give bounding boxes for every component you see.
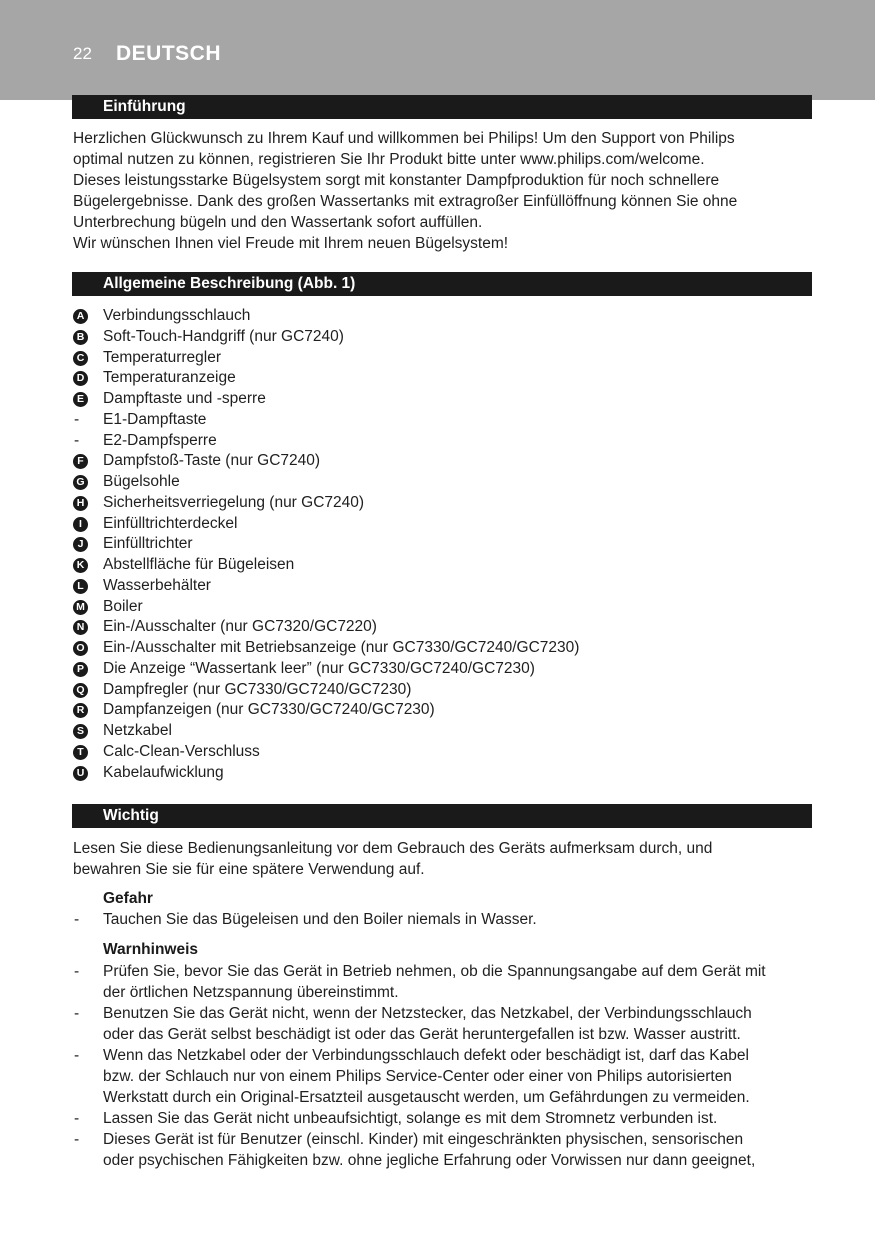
part-letter-badge: B xyxy=(73,330,88,345)
important-intro xyxy=(73,838,818,880)
part-label: Dampfanzeigen (nur GC7330/GC7240/GC7230) xyxy=(103,701,435,719)
part-letter-badge: J xyxy=(73,537,88,552)
part-item xyxy=(73,617,813,638)
part-item xyxy=(73,680,813,701)
part-item xyxy=(73,451,813,472)
part-item xyxy=(73,389,813,410)
dash-marker: - xyxy=(74,911,80,928)
part-label: Die Anzeige “Wassertank leer” (nur GC7330/GC7240/GC7230) xyxy=(103,659,535,677)
part-letter-badge: H xyxy=(73,496,88,511)
warning-item-line: Prüfen Sie, bevor Sie das Gerät in Betrieb nehmen, ob die Spannungsangabe auf dem Gerät mit xyxy=(103,963,766,980)
part-label: E2-Dampfsperre xyxy=(103,431,217,449)
warning-item-line: Benutzen Sie das Gerät nicht, wenn der Netzstecker, das Netzkabel, der Verbindungsschlauch xyxy=(103,1005,752,1022)
part-item xyxy=(73,327,813,348)
part-letter-badge: U xyxy=(73,766,88,781)
parts-list xyxy=(73,306,813,783)
part-letter-badge: M xyxy=(73,600,88,615)
warning-heading: Warnhinweis xyxy=(103,941,199,958)
part-item xyxy=(73,472,813,493)
warning-item xyxy=(73,961,813,1003)
warning-item-line: Wenn das Netzkabel oder der Verbindungsschlauch defekt oder beschädigt ist, darf das Kabel xyxy=(103,1047,749,1064)
part-label: Boiler xyxy=(103,597,143,615)
intro-line: optimal nutzen zu können, registrieren Sie Ihr Produkt bitte unter www.philips.com/welcome. xyxy=(73,151,705,168)
part-item xyxy=(73,742,813,763)
intro-line: Dieses leistungsstarke Bügelsystem sorgt mit konstanter Dampfproduktion für noch schnellere xyxy=(73,172,720,189)
part-item xyxy=(73,368,813,389)
part-letter-badge: C xyxy=(73,351,88,366)
part-item xyxy=(73,700,813,721)
part-item xyxy=(73,431,813,452)
dash-marker: - xyxy=(74,1047,80,1064)
dash-marker: - xyxy=(74,431,80,449)
dash-marker: - xyxy=(74,1110,80,1127)
dash-marker: - xyxy=(74,1005,80,1022)
warning-item-line: bzw. der Schlauch nur von einem Philips Service-Center oder einer von Philips autorisierten xyxy=(103,1068,732,1085)
warning-item-line: oder das Gerät selbst beschädigt ist oder das Gerät heruntergefallen ist bzw. Wasser austritt. xyxy=(103,1026,741,1043)
warning-item xyxy=(73,1003,813,1045)
part-label: Wasserbehälter xyxy=(103,576,211,594)
danger-item-line: Tauchen Sie das Bügeleisen und den Boiler niemals in Wasser. xyxy=(103,911,537,928)
part-label: Verbindungsschlauch xyxy=(103,307,251,324)
part-label: Dampfstoß-Taste (nur GC7240) xyxy=(103,452,321,470)
warning-item-line: Lassen Sie das Gerät nicht unbeaufsichtigt, solange es mit dem Stromnetz verbunden ist. xyxy=(103,1110,718,1127)
part-item xyxy=(73,348,813,369)
part-label: Soft-Touch-Handgriff (nur GC7240) xyxy=(103,327,344,345)
dash-marker: - xyxy=(74,410,80,428)
section-heading-introduction: Einführung xyxy=(72,95,812,119)
part-item xyxy=(73,638,813,659)
language-title: DEUTSCH xyxy=(116,42,222,65)
part-label: Ein-/Ausschalter mit Betriebsanzeige (nur GC7330/GC7240/GC7230) xyxy=(103,639,580,656)
intro-paragraph xyxy=(73,128,818,254)
part-label: Temperaturanzeige xyxy=(103,369,236,387)
warning-item xyxy=(73,1045,813,1108)
part-item xyxy=(73,410,813,431)
part-letter-badge: O xyxy=(73,641,88,656)
important-intro-line: Lesen Sie diese Bedienungsanleitung vor dem Gebrauch des Geräts aufmerksam durch, und xyxy=(73,840,713,857)
part-label: Sicherheitsverriegelung (nur GC7240) xyxy=(103,493,365,511)
part-label: Netzkabel xyxy=(103,722,172,739)
part-item xyxy=(73,534,813,555)
part-letter-badge: S xyxy=(73,724,88,739)
part-letter-badge: R xyxy=(73,703,88,718)
page-number: 22 xyxy=(73,44,92,63)
warning-item-line: Werkstatt durch ein Original-Ersatzteil ausgetauscht werden, um Gefährdungen zu vermeiden. xyxy=(103,1089,750,1106)
part-item xyxy=(73,659,813,680)
part-letter-badge: K xyxy=(73,558,88,573)
danger-list xyxy=(73,909,813,930)
part-letter-badge: G xyxy=(73,475,88,490)
part-letter-badge: L xyxy=(73,579,88,594)
part-label: Dampftaste und -sperre xyxy=(103,390,266,407)
part-label: Einfülltrichterdeckel xyxy=(103,514,238,532)
part-label: Abstellfläche für Bügeleisen xyxy=(103,556,295,573)
warning-item xyxy=(73,1129,813,1171)
part-item xyxy=(73,555,813,576)
part-letter-badge: N xyxy=(73,620,88,635)
warning-item-line: Dieses Gerät ist für Benutzer (einschl. Kinder) mit eingeschränkten physischen, sensorischen xyxy=(103,1131,744,1148)
intro-line: Bügelergebnisse. Dank des großen Wassertanks mit extragroßer Einfüllöffnung können Sie ohne xyxy=(73,193,738,210)
part-letter-badge: Q xyxy=(73,683,88,698)
part-item xyxy=(73,576,813,597)
intro-line: Unterbrechung bügeln und den Wassertank sofort auffüllen. xyxy=(73,214,483,231)
header-band xyxy=(0,0,875,100)
part-letter-badge: P xyxy=(73,662,88,677)
part-label: Calc-Clean-Verschluss xyxy=(103,742,260,760)
part-label: Einfülltrichter xyxy=(103,535,193,553)
part-item xyxy=(73,493,813,514)
part-label: E1-Dampftaste xyxy=(103,410,207,428)
part-item xyxy=(73,306,813,327)
part-label: Temperaturregler xyxy=(103,348,222,366)
part-letter-badge: A xyxy=(73,309,88,324)
part-item xyxy=(73,514,813,535)
intro-line: Herzlichen Glückwunsch zu Ihrem Kauf und willkommen bei Philips! Um den Support von Philips xyxy=(73,130,735,147)
part-label: Ein-/Ausschalter (nur GC7320/GC7220) xyxy=(103,618,377,636)
section-heading-important: Wichtig xyxy=(72,804,812,828)
dash-marker: - xyxy=(74,1131,80,1148)
intro-line: Wir wünschen Ihnen viel Freude mit Ihrem neuen Bügelsystem! xyxy=(73,235,509,252)
part-letter-badge: E xyxy=(73,392,88,407)
part-label: Dampfregler (nur GC7330/GC7240/GC7230) xyxy=(103,680,412,698)
part-item xyxy=(73,721,813,742)
dash-marker: - xyxy=(74,963,80,980)
warning-list xyxy=(73,961,813,1171)
danger-heading: Gefahr xyxy=(103,890,153,907)
warning-item-line: oder psychischen Fähigkeiten bzw. ohne jegliche Erfahrung oder Vorwissen nur dann geeignet, xyxy=(103,1152,756,1169)
important-intro-line: bewahren Sie sie für eine spätere Verwendung auf. xyxy=(73,861,425,878)
part-item xyxy=(73,597,813,618)
section-heading-description: Allgemeine Beschreibung (Abb. 1) xyxy=(72,272,812,296)
part-letter-badge: T xyxy=(73,745,88,760)
part-item xyxy=(73,763,813,784)
part-label: Bügelsohle xyxy=(103,473,180,490)
part-label: Kabelaufwicklung xyxy=(103,763,224,781)
part-letter-badge: I xyxy=(73,517,88,532)
part-letter-badge: D xyxy=(73,371,88,386)
danger-item xyxy=(73,909,813,930)
warning-item-line: der örtlichen Netzspannung übereinstimmt. xyxy=(103,984,399,1001)
part-letter-badge: F xyxy=(73,454,88,469)
warning-item xyxy=(73,1108,813,1129)
